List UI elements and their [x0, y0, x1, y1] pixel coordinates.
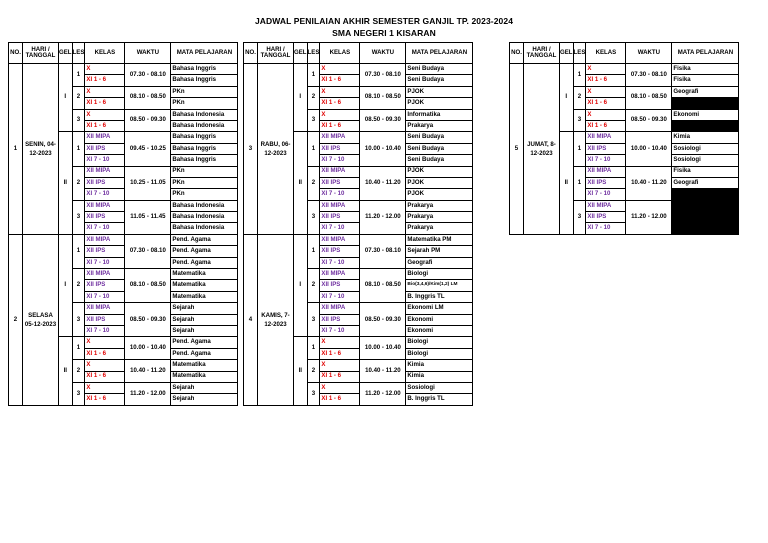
subject-name: PKn	[171, 86, 238, 97]
subject-name: Fisika	[672, 166, 739, 177]
table-row	[9, 234, 238, 245]
class-name: XI 1 - 6	[85, 371, 125, 382]
slot-time: 08.10 - 08.50	[360, 86, 406, 109]
class-name: XI 7 - 10	[586, 223, 626, 234]
class-name: XI 7 - 10	[85, 155, 125, 166]
header-hari: HARI / TANGGAL	[258, 43, 294, 64]
header-mapel: MATA PELAJARAN	[672, 43, 739, 64]
class-name: XII IPS	[85, 143, 125, 154]
subject-name: PJOK	[406, 98, 473, 109]
class-name: XI 1 - 6	[320, 394, 360, 405]
class-name: XI 1 - 6	[85, 75, 125, 86]
slot-les: 3	[72, 200, 85, 234]
slot-time: 10.40 - 11.20	[125, 360, 171, 383]
slot-time: 07.30 - 08.10	[360, 64, 406, 87]
slot-les: 1	[307, 337, 320, 360]
day-date: JUMAT, 8-12-2023	[524, 64, 560, 235]
class-name: XI 1 - 6	[320, 120, 360, 131]
subject-name: Sosiologi	[672, 155, 739, 166]
subject-name: Matematika	[171, 280, 238, 291]
subject-name: Sejarah	[171, 325, 238, 336]
school-name: SMA NEGERI 1 KISARAN	[332, 28, 436, 38]
empty-subject-cell	[672, 98, 739, 109]
subject-name: Bahasa Inggris	[171, 75, 238, 86]
class-name: XII IPS	[85, 280, 125, 291]
subject-name: Bahasa Indonesia	[171, 200, 238, 211]
slot-time: 11.20 - 12.00	[626, 200, 672, 234]
class-name: X	[320, 360, 360, 371]
subject-name: Ekonomi	[406, 314, 473, 325]
header-kelas: KELAS	[320, 43, 360, 64]
subject-name: Sejarah	[171, 303, 238, 314]
document-title: JADWAL PENILAIAN AKHIR SEMESTER GANJIL TP. 2023-2024	[254, 16, 514, 26]
slot-les: 2	[307, 269, 320, 303]
slot-time: 11.20 - 12.00	[360, 382, 406, 405]
session-gel: II	[560, 132, 574, 235]
header-mapel: MATA PELAJARAN	[406, 43, 473, 64]
day-number: 5	[510, 64, 524, 235]
day-number: 4	[244, 234, 258, 405]
class-name: XI 7 - 10	[320, 291, 360, 302]
slot-time: 10.40 - 11.20	[360, 166, 406, 200]
subject-name: Matematika PM	[406, 234, 473, 245]
slot-les: 1	[72, 234, 85, 268]
subject-name: Pend. Agama	[171, 257, 238, 268]
class-name: XI 1 - 6	[320, 75, 360, 86]
empty-subject-cell	[672, 200, 739, 211]
session-gel: II	[59, 132, 73, 235]
subject-name: PKn	[171, 98, 238, 109]
slot-time: 08.10 - 08.50	[125, 86, 171, 109]
subject-name: Bahasa Indonesia	[171, 109, 238, 120]
subject-name: Biologi	[406, 348, 473, 359]
header-row	[510, 43, 739, 64]
header-gel: GEL	[59, 43, 73, 64]
session-gel: II	[294, 337, 308, 405]
header-waktu: WAKTU	[360, 43, 406, 64]
empty-subject-cell	[672, 212, 739, 223]
slot-time: 11.05 - 11.45	[125, 200, 171, 234]
slot-les: 1	[573, 166, 586, 200]
class-name: X	[586, 64, 626, 75]
slot-les: 1	[307, 234, 320, 268]
slot-time: 11.20 - 12.00	[360, 200, 406, 234]
class-name: XII MIPA	[586, 166, 626, 177]
slot-les: 1	[72, 132, 85, 166]
slot-time: 08.50 - 09.30	[125, 303, 171, 337]
slot-les: 3	[72, 303, 85, 337]
class-name: XI 7 - 10	[320, 223, 360, 234]
subject-name: Pend. Agama	[171, 246, 238, 257]
slot-les: 2	[307, 360, 320, 383]
slot-les: 3	[307, 303, 320, 337]
slot-les: 2	[307, 86, 320, 109]
class-name: XI 7 - 10	[85, 257, 125, 268]
class-name: XI 7 - 10	[320, 189, 360, 200]
subject-name: Prakarya	[406, 200, 473, 211]
subject-name: Prakarya	[406, 223, 473, 234]
class-name: XII MIPA	[320, 234, 360, 245]
subject-name: Prakarya	[406, 120, 473, 131]
subject-name: Ekonomi	[672, 109, 739, 120]
class-name: XI 7 - 10	[85, 325, 125, 336]
subject-name: Fisika	[672, 75, 739, 86]
slot-time: 08.50 - 09.30	[125, 109, 171, 132]
header-les: LES	[573, 43, 586, 64]
slot-les: 1	[307, 132, 320, 166]
class-name: X	[85, 86, 125, 97]
subject-name: Sejarah	[171, 382, 238, 393]
subject-name: PJOK	[406, 189, 473, 200]
subject-name: Seni Budaya	[406, 143, 473, 154]
class-name: XI 1 - 6	[320, 371, 360, 382]
class-name: XII IPS	[320, 143, 360, 154]
session-gel: II	[59, 337, 73, 405]
class-name: XII IPS	[586, 143, 626, 154]
subject-name: Bahasa Indonesia	[171, 223, 238, 234]
schedule-table-left	[8, 42, 238, 406]
class-name: XI 1 - 6	[85, 98, 125, 109]
class-name: XII MIPA	[85, 303, 125, 314]
header-row	[9, 43, 238, 64]
class-name: X	[85, 360, 125, 371]
class-name: X	[320, 337, 360, 348]
class-name: XI 1 - 6	[586, 98, 626, 109]
day-number: 2	[9, 234, 23, 405]
subject-name: Biologi	[406, 269, 473, 280]
class-name: X	[85, 109, 125, 120]
subject-name: Sejarah	[171, 394, 238, 405]
day-number: 1	[9, 64, 23, 235]
class-name: X	[586, 86, 626, 97]
subject-name: Sosiologi	[672, 143, 739, 154]
header-waktu: WAKTU	[125, 43, 171, 64]
slot-les: 2	[72, 86, 85, 109]
subject-name: Bahasa Inggris	[171, 155, 238, 166]
header-les: LES	[307, 43, 320, 64]
subject-name: Pend. Agama	[171, 234, 238, 245]
class-name: XI 1 - 6	[586, 120, 626, 131]
slot-les: 3	[72, 109, 85, 132]
subject-name: Bahasa Inggris	[171, 132, 238, 143]
subject-name: Matematika	[171, 371, 238, 382]
class-name: XII MIPA	[85, 132, 125, 143]
subject-name: Kimia	[672, 132, 739, 143]
table-row	[244, 64, 473, 75]
class-name: XI 7 - 10	[320, 325, 360, 336]
slot-les: 3	[307, 109, 320, 132]
subject-name: Pend. Agama	[171, 337, 238, 348]
subject-name: PKn	[171, 189, 238, 200]
class-name: XII IPS	[320, 280, 360, 291]
slot-time: 11.20 - 12.00	[125, 382, 171, 405]
class-name: XII MIPA	[320, 200, 360, 211]
class-name: XII MIPA	[586, 200, 626, 211]
empty-subject-cell	[672, 120, 739, 131]
class-name: XII MIPA	[320, 269, 360, 280]
subject-name: Sosiologi	[406, 382, 473, 393]
class-name: XII MIPA	[320, 166, 360, 177]
class-name: XI 7 - 10	[320, 155, 360, 166]
slot-time: 10.00 - 10.40	[125, 337, 171, 360]
slot-les: 1	[573, 132, 586, 166]
slot-time: 08.50 - 09.30	[360, 303, 406, 337]
class-name: XI 1 - 6	[85, 394, 125, 405]
session-gel: I	[59, 64, 73, 132]
slot-time: 07.30 - 08.10	[125, 64, 171, 87]
subject-name: Geografi	[672, 177, 739, 188]
class-name: XII MIPA	[85, 200, 125, 211]
class-name: XII MIPA	[85, 166, 125, 177]
header-row	[244, 43, 473, 64]
empty-subject-cell	[672, 223, 739, 234]
class-name: XII IPS	[320, 212, 360, 223]
session-gel: I	[294, 234, 308, 337]
class-name: X	[320, 86, 360, 97]
slot-les: 1	[307, 64, 320, 87]
schedule-table-right	[509, 42, 739, 235]
class-name: X	[320, 109, 360, 120]
class-name: XII MIPA	[85, 269, 125, 280]
slot-les: 3	[573, 109, 586, 132]
class-name: XI 7 - 10	[85, 223, 125, 234]
subject-name: Bahasa Indonesia	[171, 120, 238, 131]
slot-les: 2	[72, 269, 85, 303]
table-row	[510, 64, 739, 75]
schedule-table-middle	[243, 42, 473, 406]
header-no: NO.	[510, 43, 524, 64]
class-name: XII IPS	[85, 246, 125, 257]
class-name: X	[85, 337, 125, 348]
class-name: XII IPS	[85, 212, 125, 223]
class-name: XI 7 - 10	[320, 257, 360, 268]
class-name: XII MIPA	[85, 234, 125, 245]
header-gel: GEL	[294, 43, 308, 64]
subject-name: Geografi	[672, 86, 739, 97]
class-name: XI 7 - 10	[85, 189, 125, 200]
session-gel: II	[294, 132, 308, 235]
header-hari: HARI / TANGGAL	[23, 43, 59, 64]
class-name: X	[320, 64, 360, 75]
class-name: XI 7 - 10	[85, 291, 125, 302]
subject-name: Bahasa Inggris	[171, 143, 238, 154]
subject-name: PJOK	[406, 86, 473, 97]
slot-time: 09.45 - 10.25	[125, 132, 171, 166]
slot-les: 3	[72, 382, 85, 405]
class-name: XII IPS	[586, 212, 626, 223]
slot-time: 10.00 - 10.40	[360, 337, 406, 360]
subject-name: B. Inggris TL	[406, 394, 473, 405]
empty-subject-cell	[672, 189, 739, 200]
header-kelas: KELAS	[85, 43, 125, 64]
slot-time: 08.50 - 09.30	[626, 109, 672, 132]
session-gel: I	[294, 64, 308, 132]
class-name: XI 1 - 6	[85, 348, 125, 359]
class-name: X	[85, 382, 125, 393]
header-les: LES	[72, 43, 85, 64]
table-row	[244, 234, 473, 245]
class-name: XI 7 - 10	[586, 189, 626, 200]
slot-les: 3	[573, 200, 586, 234]
subject-name: Seni Budaya	[406, 132, 473, 143]
header-kelas: KELAS	[586, 43, 626, 64]
class-name: XII IPS	[85, 177, 125, 188]
subject-name: Informatika	[406, 109, 473, 120]
subject-name: Seni Budaya	[406, 75, 473, 86]
class-name: XII MIPA	[320, 303, 360, 314]
subject-name: Ekonomi LM	[406, 303, 473, 314]
slot-les: 3	[307, 200, 320, 234]
subject-name: B. Inggris TL	[406, 291, 473, 302]
class-name: XI 1 - 6	[320, 98, 360, 109]
slot-les: 3	[307, 382, 320, 405]
subject-name: Kimia	[406, 360, 473, 371]
slot-time: 07.30 - 08.10	[626, 64, 672, 87]
slot-les: 2	[307, 166, 320, 200]
slot-les: 1	[72, 337, 85, 360]
slot-time: 07.30 - 08.10	[360, 234, 406, 268]
subject-name: Sejarah PM	[406, 246, 473, 257]
class-name: XII IPS	[320, 314, 360, 325]
table-row	[9, 64, 238, 75]
class-name: XII IPS	[320, 177, 360, 188]
class-name: XI 1 - 6	[320, 348, 360, 359]
header-gel: GEL	[560, 43, 574, 64]
subject-name: PKn	[171, 177, 238, 188]
slot-les: 1	[72, 64, 85, 87]
day-date: SELASA 05-12-2023	[23, 234, 59, 405]
slot-time: 08.10 - 08.50	[125, 269, 171, 303]
subject-name: Geografi	[406, 257, 473, 268]
subject-name: Kimia	[406, 371, 473, 382]
subject-name: Pend. Agama	[171, 348, 238, 359]
class-name: XI 1 - 6	[85, 120, 125, 131]
header-waktu: WAKTU	[626, 43, 672, 64]
subject-name: PJOK	[406, 177, 473, 188]
slot-les: 1	[573, 64, 586, 87]
class-name: XII IPS	[586, 177, 626, 188]
day-date: RABU, 06-12-2023	[258, 64, 294, 235]
header-no: NO.	[9, 43, 23, 64]
slot-time: 08.50 - 09.30	[360, 109, 406, 132]
subject-name: Matematika	[171, 360, 238, 371]
class-name: X	[320, 382, 360, 393]
class-name: XII IPS	[85, 314, 125, 325]
slot-time: 07.30 - 08.10	[125, 234, 171, 268]
subject-name: Prakarya	[406, 212, 473, 223]
class-name: XII IPS	[320, 246, 360, 257]
class-name: X	[586, 109, 626, 120]
subject-name: Seni Budaya	[406, 64, 473, 75]
slot-les: 2	[72, 360, 85, 383]
subject-name: Seni Budaya	[406, 155, 473, 166]
subject-name: PKn	[171, 166, 238, 177]
class-name: X	[85, 64, 125, 75]
session-gel: I	[560, 64, 574, 132]
header-hari: HARI / TANGGAL	[524, 43, 560, 64]
day-date: KAMIS, 7-12-2023	[258, 234, 294, 405]
session-gel: I	[59, 234, 73, 337]
class-name: XI 1 - 6	[586, 75, 626, 86]
subject-name: Bahasa Inggris	[171, 64, 238, 75]
class-name: XI 7 - 10	[586, 155, 626, 166]
header-no: NO.	[244, 43, 258, 64]
slot-time: 10.00 - 10.40	[626, 132, 672, 166]
slot-time: 08.10 - 08.50	[360, 269, 406, 303]
subject-name: PJOK	[406, 166, 473, 177]
slot-les: 2	[573, 86, 586, 109]
subject-name: Biologi	[406, 337, 473, 348]
day-number: 3	[244, 64, 258, 235]
slot-time: 10.40 - 11.20	[626, 166, 672, 200]
slot-time: 10.00 - 10.40	[360, 132, 406, 166]
subject-name: Bahasa Indonesia	[171, 212, 238, 223]
subject-name: Ekonomi	[406, 325, 473, 336]
subject-name: Bio(3,4,6)/Kim(1,2) LM	[406, 280, 473, 291]
slot-time: 10.40 - 11.20	[360, 360, 406, 383]
slot-time: 10.25 - 11.05	[125, 166, 171, 200]
day-date: SENIN, 04-12-2023	[23, 64, 59, 235]
subject-name: Sejarah	[171, 314, 238, 325]
subject-name: Matematika	[171, 291, 238, 302]
header-mapel: MATA PELAJARAN	[171, 43, 238, 64]
subject-name: Fisika	[672, 64, 739, 75]
class-name: XII MIPA	[586, 132, 626, 143]
subject-name: Matematika	[171, 269, 238, 280]
slot-les: 2	[72, 166, 85, 200]
slot-time: 08.10 - 08.50	[626, 86, 672, 109]
class-name: XII MIPA	[320, 132, 360, 143]
